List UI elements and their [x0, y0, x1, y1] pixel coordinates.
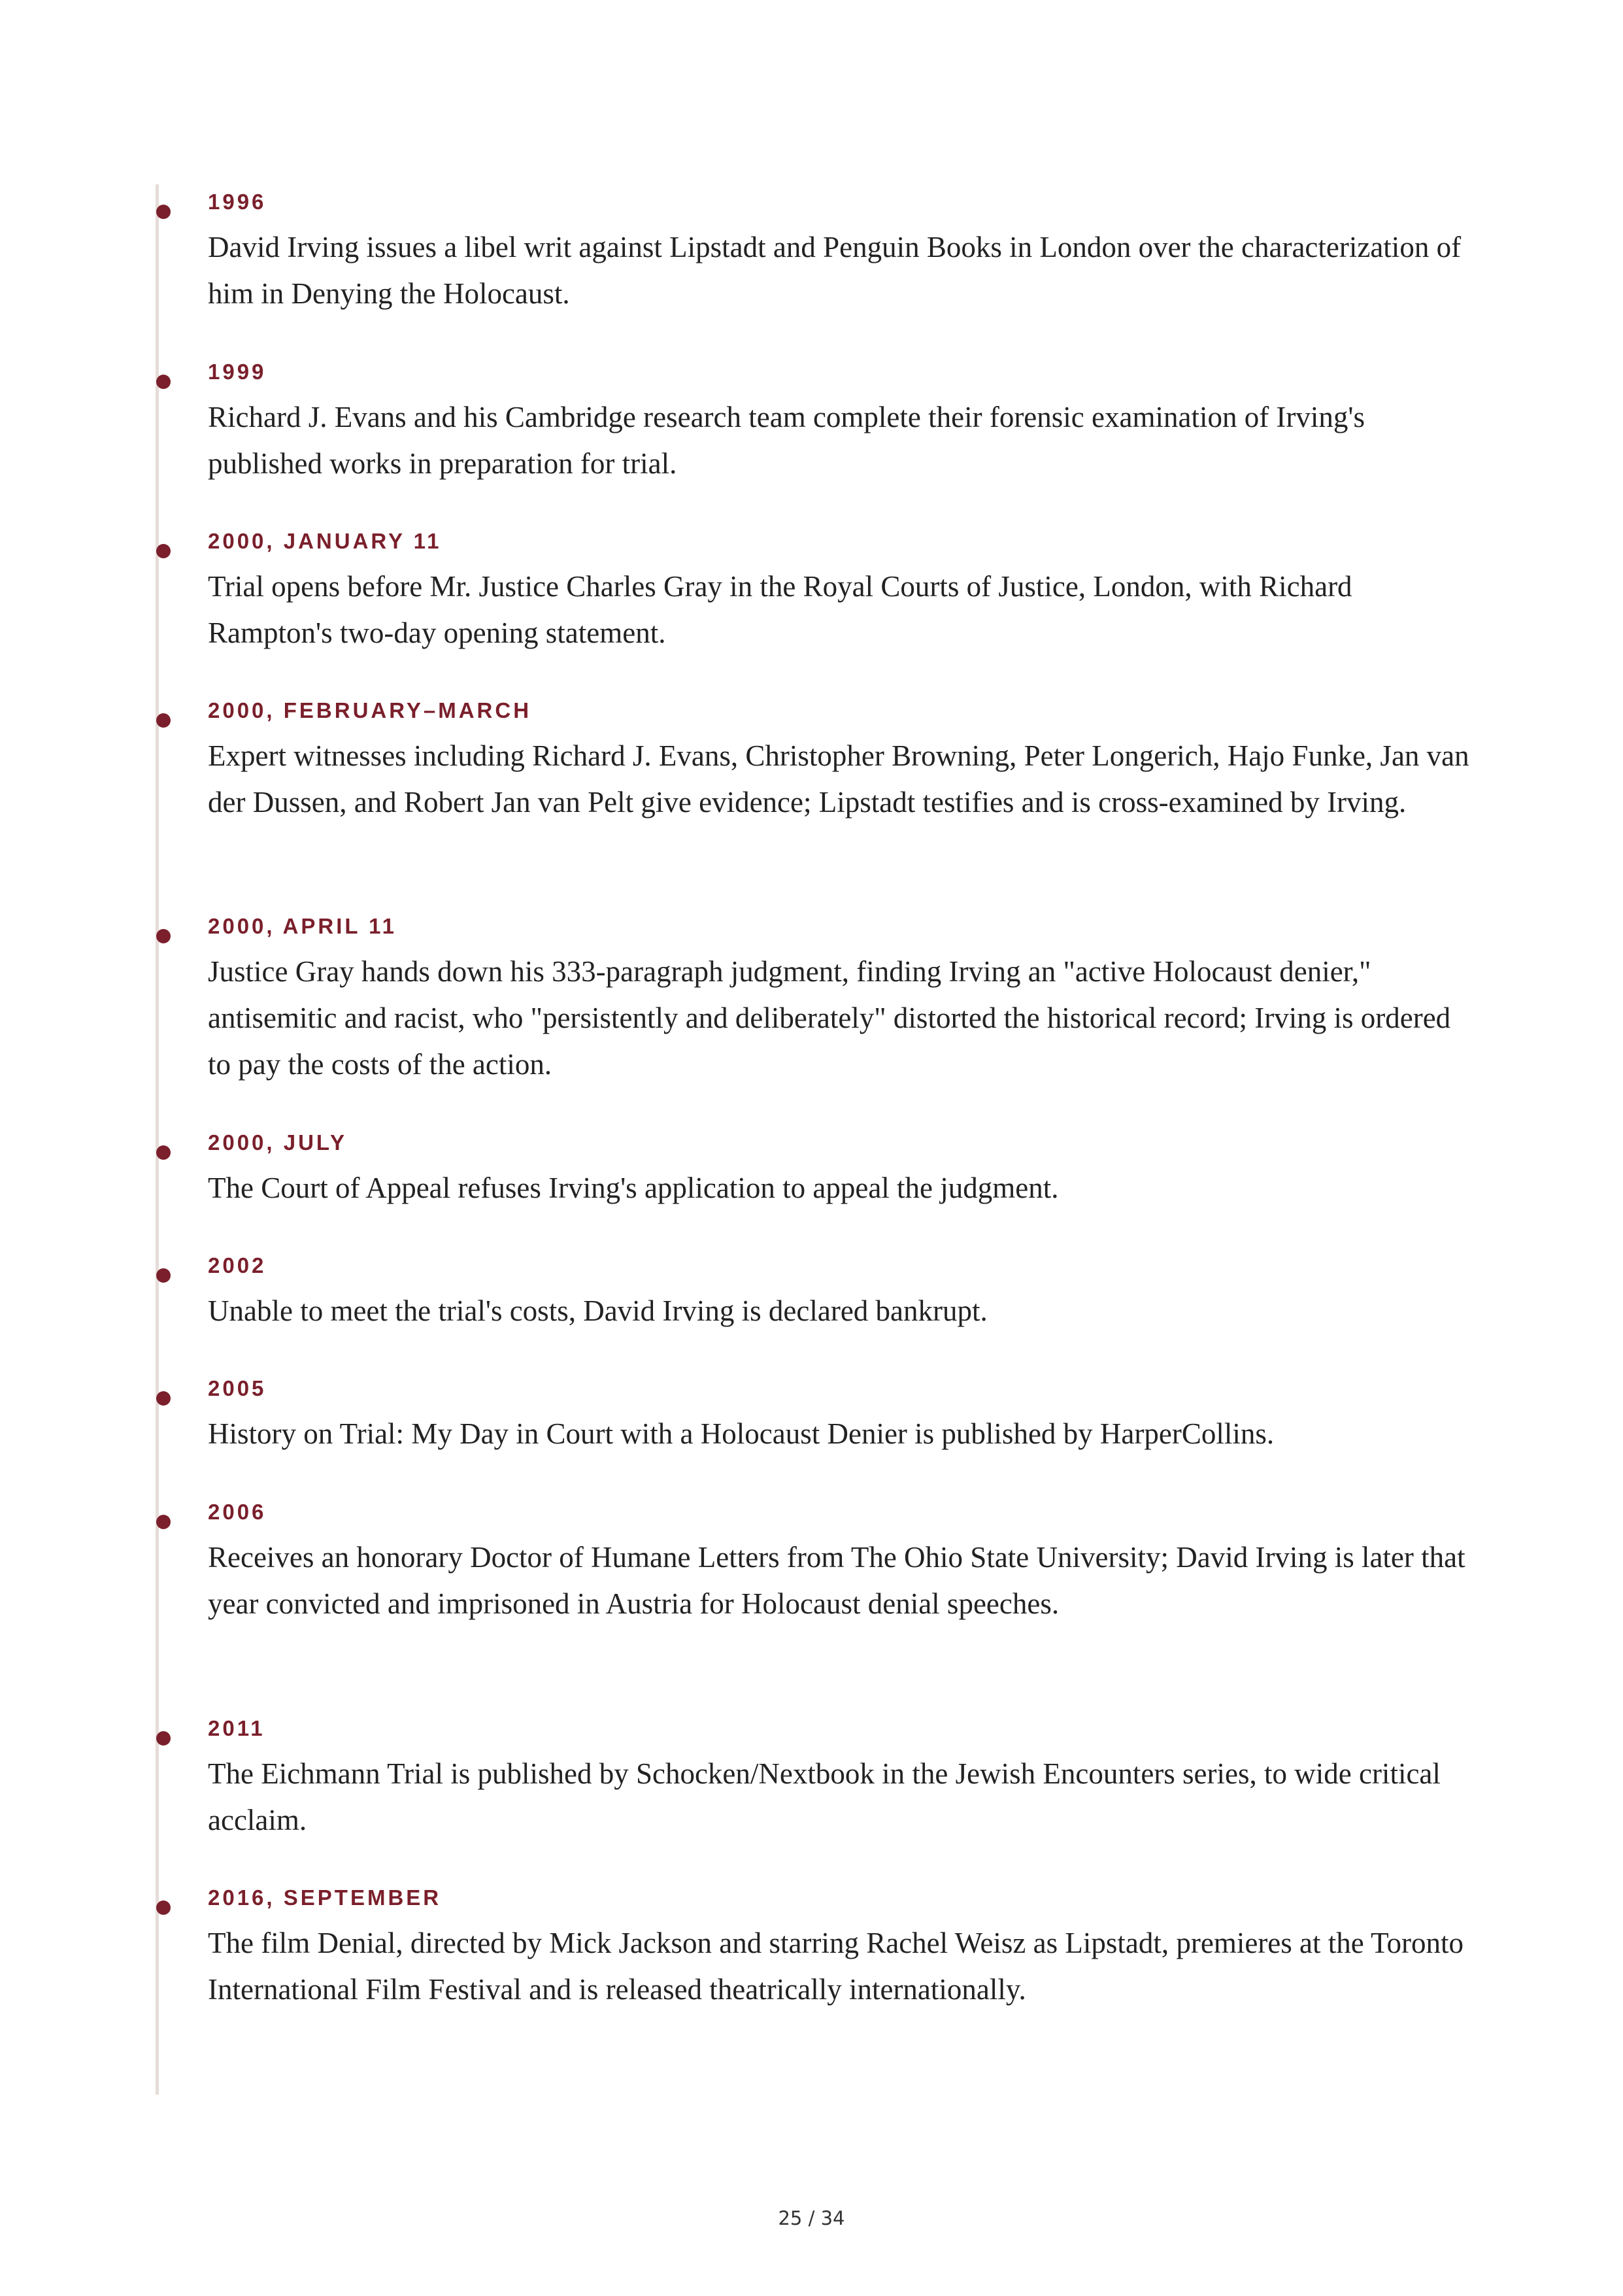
timeline-dot: [156, 929, 171, 943]
entry-description: Trial opens before Mr. Justice Charles Gray in the Royal Courts of Justice, London, with Richard Rampton's two-day opening statement.: [208, 570, 1352, 649]
entry-date: 2016, SEPTEMBER: [208, 1885, 442, 1910]
entry-description: Richard J. Evans and his Cambridge research team complete their forensic examination of Irving's published works in preparation for trial.: [208, 401, 1365, 480]
page-number: 25 / 34: [778, 2207, 845, 2229]
timeline-dot: [156, 1515, 171, 1529]
entry-date: 2006: [208, 1500, 267, 1524]
timeline-dot: [156, 205, 171, 219]
entry-description: Justice Gray hands down his 333-paragraph judgment, finding Irving an "active Holocaust denier," antisemitic and racist, who "persistently and deliberately" distorted the historical record; Irving is ordered to pay the costs of the action.: [208, 955, 1451, 1081]
entry-date: 2000, FEBRUARY–MARCH: [208, 698, 532, 722]
entry-description: The Court of Appeal refuses Irving's application to appeal the judgment.: [208, 1172, 1059, 1204]
entry-date: 2011: [208, 1716, 265, 1740]
entry-date: 2002: [208, 1253, 267, 1277]
entry-description: Expert witnesses including Richard J. Evans, Christopher Browning, Peter Longerich, Hajo Funke, Jan van der Dussen, and Robert Jan van Pelt give evidence; Lipstadt testifies and is cross-examined by Irving.: [208, 739, 1469, 819]
entry-date: 2005: [208, 1376, 267, 1400]
entry-description: Receives an honorary Doctor of Humane Letters from The Ohio State University; David Irving is later that year convicted and imprisoned in Austria for Holocaust denial speeches.: [208, 1541, 1465, 1620]
timeline-line: [156, 184, 159, 2095]
timeline-dot: [156, 713, 171, 728]
entry-description: David Irving issues a libel writ against Lipstadt and Penguin Books in London over the characterization of him in Denying the Holocaust.: [208, 231, 1462, 310]
entry-date: 1996: [208, 190, 267, 214]
entry-date: 2000, JANUARY 11: [208, 529, 442, 553]
entry-date: 2000, JULY: [208, 1130, 348, 1155]
entry-description: The Eichmann Trial is published by Schocken/Nextbook in the Jewish Encounters series, to wide critical acclaim.: [208, 1757, 1441, 1836]
entry-description: The film Denial, directed by Mick Jackson and starring Rachel Weisz as Lipstadt, premieres at the Toronto International Film Festival and is released theatrically internationally.: [208, 1927, 1464, 2006]
timeline-dot: [156, 1391, 171, 1406]
timeline-dot: [156, 544, 171, 558]
timeline-dot: [156, 1145, 171, 1160]
entry-date: 2000, APRIL 11: [208, 914, 397, 938]
entry-description: History on Trial: My Day in Court with a Holocaust Denier is published by HarperCollins.: [208, 1417, 1275, 1450]
timeline-dot: [156, 1268, 171, 1283]
entry-date: 1999: [208, 360, 267, 384]
entry-description: Unable to meet the trial's costs, David Irving is declared bankrupt.: [208, 1294, 988, 1327]
timeline-dot: [156, 1900, 171, 1915]
timeline-dot: [156, 375, 171, 389]
timeline-dot: [156, 1731, 171, 1746]
